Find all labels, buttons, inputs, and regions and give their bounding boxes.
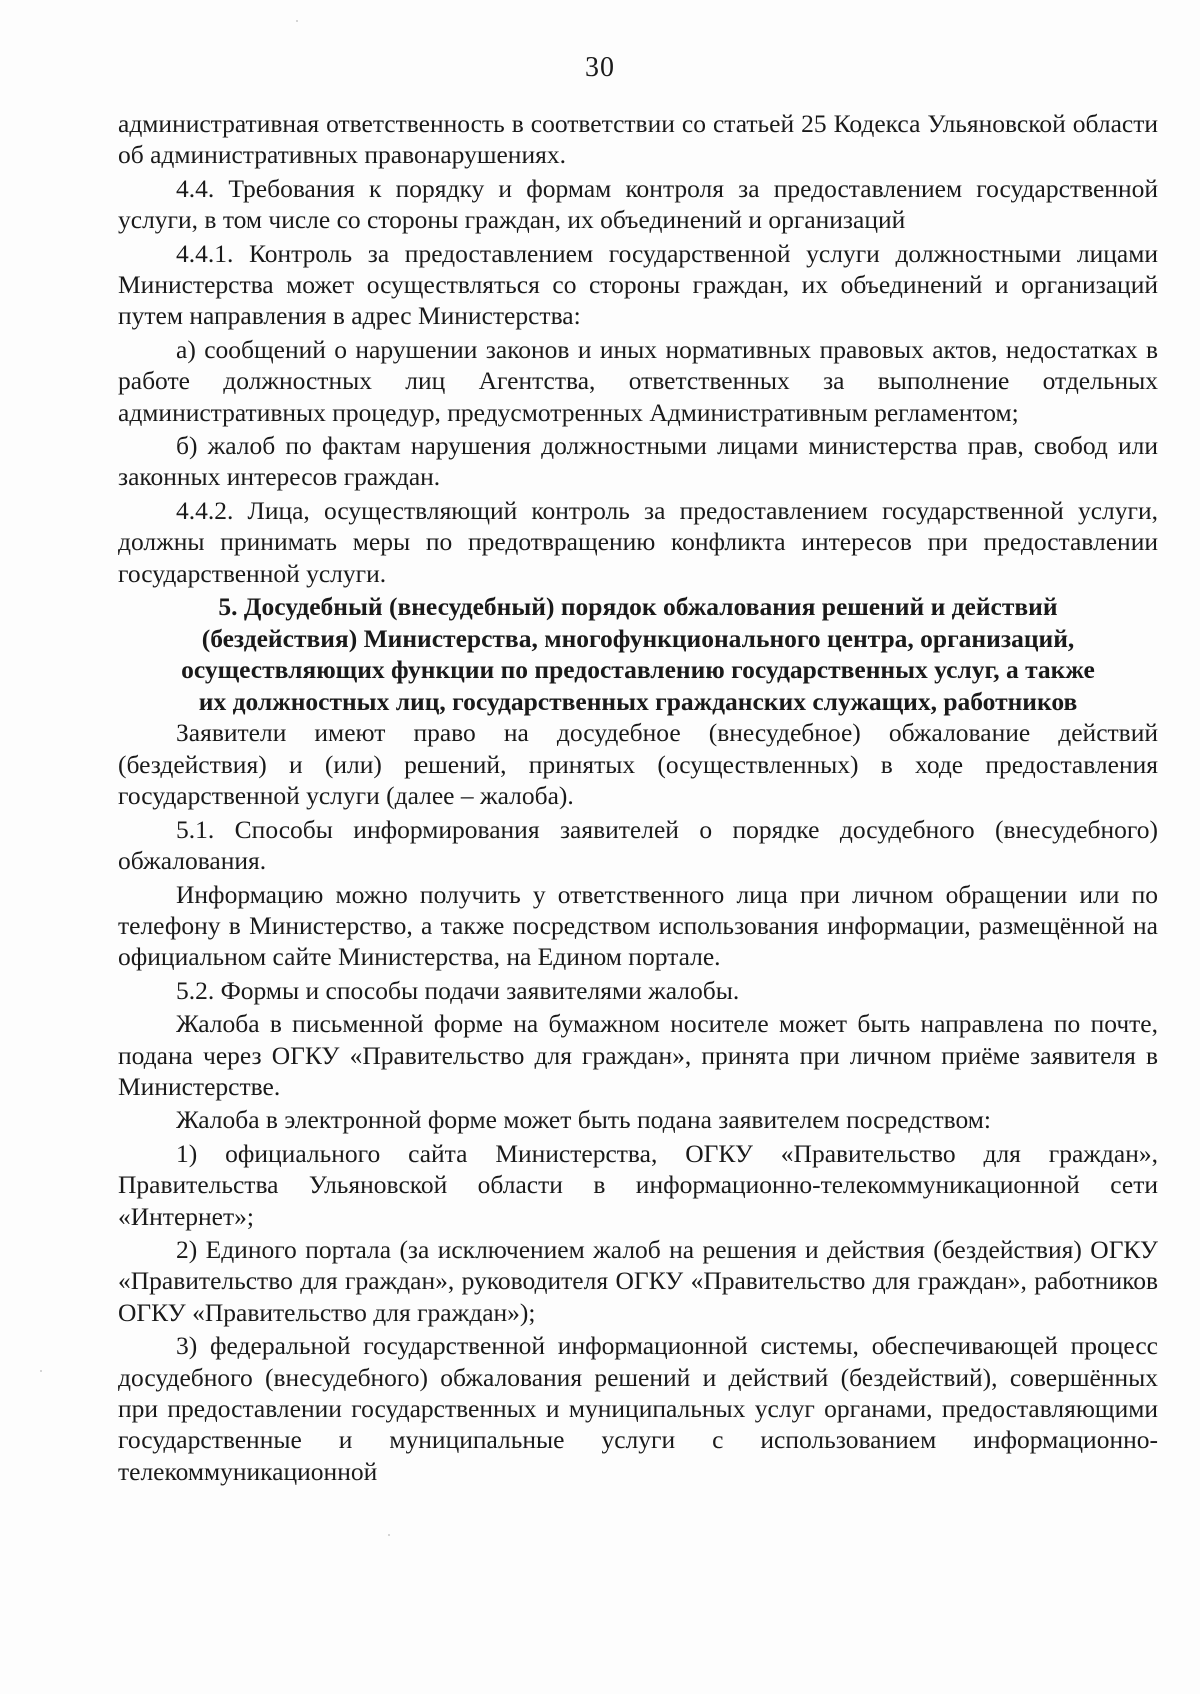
- paragraph-4-4-requirements: 4.4. Требования к порядку и формам контроля за предоставлением государственной услуги, в том числе со стороны граждан, их объединений и организаций: [118, 173, 1158, 235]
- paragraph-item-b: б) жалоб по фактам нарушения должностными лицами министерства прав, свобод или законных интересов граждан.: [118, 431, 1158, 492]
- section-5-heading-line: их должностных лиц, государственных гражданских служащих, работников: [198, 686, 1078, 716]
- scan-speck: [40, 1370, 42, 1372]
- document-body: [118, 108, 1158, 1489]
- scan-speck: [388, 1534, 390, 1536]
- list-item-3-federal-system: 3) федеральной государственной информационной системы, обеспечивающей процесс досудебного (внесудебного) обжалования решений и действий (бездействий), совершённых при предоставлении государственных и муниципальных услуг органами, предоставляющими государственные и муниципальные услуги с использованием информационно-телекоммуникационной: [118, 1331, 1158, 1486]
- list-item-2-single-portal: 2) Единого портала (за исключением жалоб на решения и действия (бездействия) ОГКУ «Правительство для граждан», руководителя ОГКУ «Правительство для граждан», работников ОГКУ «Правительство для граждан»);: [118, 1234, 1158, 1327]
- section-5-heading-line: 5. Досудебный (внесудебный) порядок обжалования решений и действий: [218, 592, 1058, 622]
- paragraph-admin-responsibility: административная ответственность в соответствии со статьей 25 Кодекса Ульяновской области об административных правонарушениях.: [118, 109, 1158, 170]
- list-item-1-official-site: 1) официального сайта Министерства, ОГКУ «Правительство для граждан», Правительства Ульяновской области в информационно-телекоммуникационной сети «Интернет»;: [118, 1138, 1158, 1231]
- paragraph-5-2-electronic-form: Жалоба в электронной форме может быть подана заявителем посредством:: [176, 1105, 991, 1135]
- section-5-heading-line: осуществляющих функции по предоставлению государственных услуг, а также: [181, 655, 1095, 685]
- scan-speck: [296, 20, 298, 22]
- paragraph-section-5-intro: Заявители имеют право на досудебное (внесудебное) обжалование действий (бездействия) и (или) решений, принятых (осуществленных) в ходе предоставления государственной услуги (далее – жалоба).: [118, 718, 1158, 811]
- page-number: 30: [585, 52, 615, 83]
- paragraph-5-2-title: 5.2. Формы и способы подачи заявителями жалобы.: [176, 975, 740, 1005]
- paragraph-5-1-text: Информацию можно получить у ответственного лица при личном обращении или по телефону в Министерство, а также посредством использования информации, размещённой на официальном сайте Министерства, на Едином портале.: [118, 879, 1158, 972]
- paragraph-item-a: а) сообщений о нарушении законов и иных нормативных правовых актов, недостатках в работе должностных лиц Агентства, ответственных за выполнение отдельных административных процедур, предусмотренных Административным регламентом;: [118, 334, 1158, 427]
- paragraph-5-2-paper-form: Жалоба в письменной форме на бумажном носителе может быть направлена по почте, подана через ОГКУ «Правительство для граждан», принята при личном приёме заявителя в Министерстве.: [118, 1009, 1158, 1101]
- paragraph-4-4-2-persons: 4.4.2. Лица, осуществляющий контроль за предоставлением государственной услуги, должны принимать меры по предотвращению конфликта интересов при предоставлении государственной услуги.: [118, 495, 1158, 588]
- section-5-heading: [118, 591, 1158, 717]
- paragraph-4-4-1-control: 4.4.1. Контроль за предоставлением государственной услуги должностными лицами Министерства может осуществляться со стороны граждан, их объединений и организаций путем направления в адрес Министерства:: [118, 238, 1158, 331]
- section-5-heading-line: (бездействия) Министерства, многофункционального центра, организаций,: [201, 623, 1075, 653]
- paragraph-5-1-title: 5.1. Способы информирования заявителей о порядке досудебного (внесудебного) обжалования.: [118, 814, 1158, 876]
